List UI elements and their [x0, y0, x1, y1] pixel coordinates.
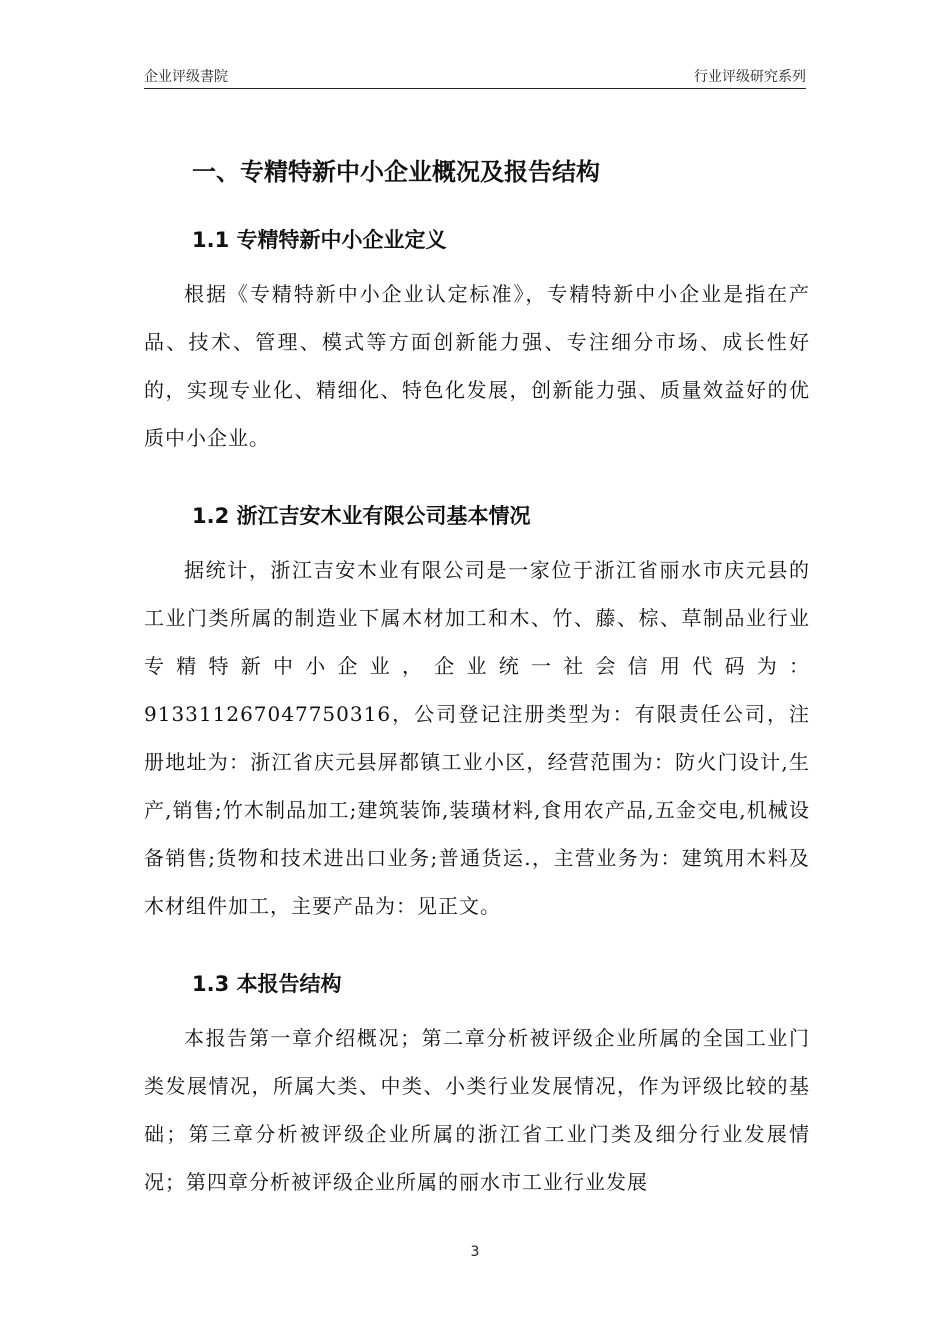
section-title-1-3: 1.3 本报告结构: [192, 972, 342, 996]
page-header: [144, 62, 806, 89]
document-body: [144, 140, 810, 1230]
section-paragraph-1-2: 据统计，浙江吉安木业有限公司是一家位于浙江省丽水市庆元县的工业门类所属的制造业下属木材加工和木、竹、藤、棕、草制品业行业专精特新中小企业，企业统一社会信用代码为：913311267047750316，公司登记注册类型为：有限责任公司，注册地址为：浙江省庆元县屏都镇工业小区，经营范围为：防火门设计,生产,销售;竹木制品加工;建筑装饰,装璜材料,食用农产品,五金交电,机械设备销售;货物和技术进出口业务;普通货运.，主营业务为：建筑用木料及木材组件加工，主要产品为：见正文。: [144, 558, 810, 918]
chapter-title: 一、专精特新中小企业概况及报告结构: [192, 158, 600, 186]
page-number: 3: [470, 1244, 480, 1260]
section-title-1-2: 1.2 浙江吉安木业有限公司基本情况: [192, 504, 531, 528]
section-paragraph-1-3: 本报告第一章介绍概况；第二章分析被评级企业所属的全国工业门类发展情况，所属大类、中类、小类行业发展情况，作为评级比较的基础；第三章分析被评级企业所属的浙江省工业门类及细分行业发展情况；第四章分析被评级企业所属的丽水市工业行业发展: [144, 1026, 810, 1194]
section-title-1-1: 1.1 专精特新中小企业定义: [192, 228, 447, 252]
header-right-text: 行业评级研究系列: [694, 69, 806, 85]
header-left-text: 企业评级書院: [144, 69, 228, 85]
section-paragraph-1-1: 根据《专精特新中小企业认定标准》，专精特新中小企业是指在产品、技术、管理、模式等方面创新能力强、专注细分市场、成长性好的，实现专业化、精细化、特色化发展，创新能力强、质量效益好的优质中小企业。: [144, 282, 810, 450]
